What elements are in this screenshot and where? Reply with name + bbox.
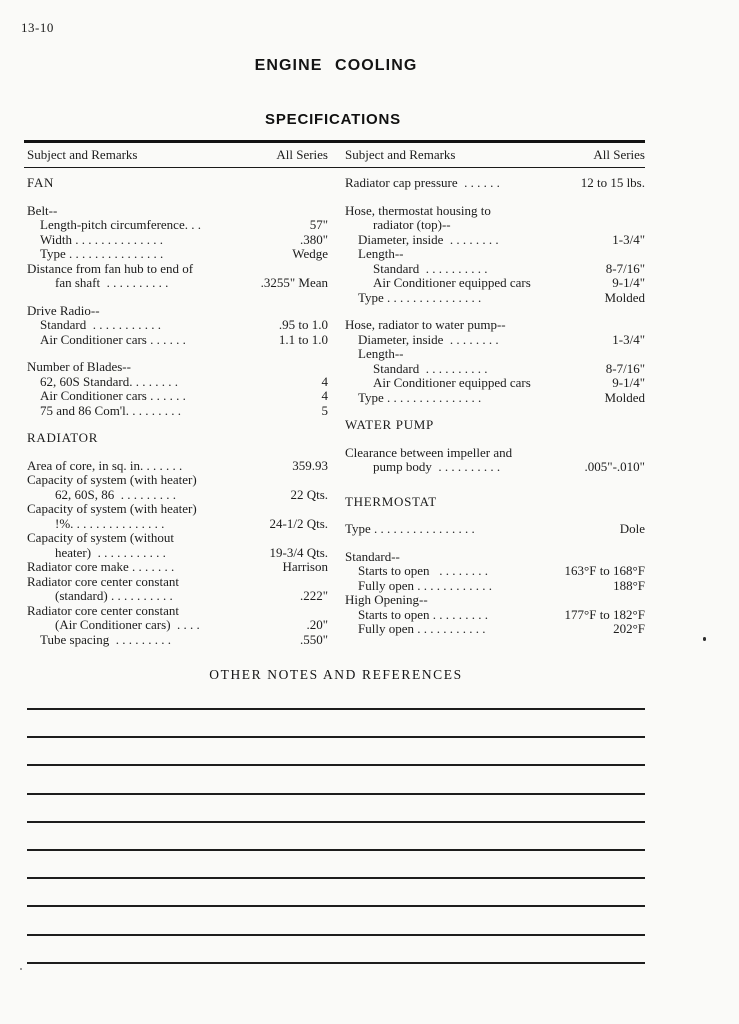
column-gap — [27, 191, 328, 204]
spec-value: 202°F — [613, 621, 645, 636]
spec-value: 1-3/4" — [612, 231, 645, 247]
spec-row — [345, 593, 645, 608]
spec-row — [345, 550, 645, 565]
spec-row — [27, 546, 328, 561]
spec-row — [345, 291, 645, 306]
ruled-line — [27, 905, 645, 907]
spec-label: Radiator core make . . . . . . . — [27, 559, 175, 574]
spec-label: Air Conditioner equipped cars — [373, 275, 531, 290]
column-header-subject-right: Subject and Remarks — [345, 147, 456, 162]
ruled-line — [27, 821, 645, 823]
spec-label: Radiator core center constant — [27, 602, 179, 618]
spec-value: 163°F to 168°F — [564, 563, 645, 578]
spec-row — [345, 362, 645, 377]
spec-value: 19-3/4 Qts. — [269, 544, 328, 560]
spec-label: Length-- — [358, 246, 404, 261]
spec-row — [345, 446, 645, 461]
spec-label: radiator (top)-- — [373, 217, 451, 232]
column-gap — [27, 291, 328, 304]
spec-value: .222" — [299, 588, 328, 603]
spec-label: Fully open . . . . . . . . . . . — [358, 621, 486, 636]
spec-row — [345, 564, 645, 579]
spec-label: Air Conditioner cars . . . . . . — [40, 388, 186, 403]
spec-value: Dole — [619, 521, 645, 536]
spec-value: .380" — [299, 231, 328, 247]
ruled-line — [27, 877, 645, 879]
spec-row — [345, 233, 645, 248]
spec-value: 177°F to 182°F — [564, 606, 645, 622]
column-gap — [345, 191, 645, 204]
spec-label: Air Conditioner cars . . . . . . — [40, 331, 186, 347]
spec-row — [345, 418, 645, 433]
spec-label: Type . . . . . . . . . . . . . . . — [358, 289, 482, 305]
spec-row — [27, 560, 328, 575]
section-heading: RADIATOR — [27, 430, 99, 445]
spec-row — [27, 333, 328, 348]
spec-label: Standard . . . . . . . . . . — [373, 360, 488, 376]
spec-value: 5 — [321, 402, 328, 418]
table-header-rule — [24, 167, 645, 168]
spec-row — [345, 608, 645, 623]
spec-label: (standard) . . . . . . . . . . — [55, 588, 173, 603]
spec-value: 1-3/4" — [612, 331, 645, 347]
spec-column-left — [27, 176, 328, 647]
spec-row — [345, 460, 645, 475]
spec-row — [345, 579, 645, 594]
spec-value: Wedge — [292, 246, 328, 261]
spec-value: 9-1/4" — [612, 275, 645, 290]
spec-row — [27, 176, 328, 191]
spec-value: 4 — [321, 373, 328, 389]
spec-label: fan shaft . . . . . . . . . . — [55, 275, 169, 290]
spec-row — [345, 176, 645, 191]
ruled-line — [27, 793, 645, 795]
specifications-heading: SPECIFICATIONS — [265, 111, 401, 128]
spec-row — [27, 517, 328, 532]
notes-heading: OTHER NOTES AND REFERENCES — [209, 667, 463, 682]
spec-label: Standard . . . . . . . . . . — [373, 260, 488, 276]
spec-label: Capacity of system (with heater) — [27, 472, 197, 487]
column-header-series-right: All Series — [593, 147, 645, 162]
spec-row — [345, 276, 645, 291]
ruled-line — [27, 849, 645, 851]
spec-value: 4 — [321, 388, 328, 403]
spec-label: Capacity of system (with heater) — [27, 501, 197, 516]
spec-row — [27, 589, 328, 604]
section-heading: FAN — [27, 175, 55, 190]
spec-row — [345, 247, 645, 262]
spec-row — [27, 502, 328, 517]
spec-label: !%. . . . . . . . . . . . . . . — [55, 515, 165, 531]
spec-row — [27, 575, 328, 590]
spec-row — [27, 389, 328, 404]
spec-row — [27, 404, 328, 419]
spec-value: .20" — [306, 617, 328, 632]
spec-label: Standard . . . . . . . . . . . — [40, 317, 161, 332]
spec-label: Type . . . . . . . . . . . . . . . — [40, 246, 164, 261]
spec-value: .005"-.010" — [584, 459, 645, 474]
spec-value: 57" — [309, 217, 328, 232]
spec-row — [27, 318, 328, 333]
spec-row — [27, 488, 328, 503]
spec-label: Diameter, inside . . . . . . . . — [358, 331, 499, 347]
spec-row — [27, 473, 328, 488]
ruled-line — [27, 962, 645, 964]
spec-column-right — [345, 176, 645, 637]
spec-value: 188°F — [613, 577, 645, 593]
spec-label: Hose, radiator to water pump-- — [345, 317, 506, 332]
spec-row — [27, 531, 328, 546]
spec-label: Length-pitch circumference. . . — [40, 217, 201, 232]
spec-row — [345, 522, 645, 537]
spec-label: 62, 60S Standard. . . . . . . . — [40, 373, 178, 389]
spec-row — [345, 318, 645, 333]
spec-row — [345, 333, 645, 348]
spec-value: 1.1 to 1.0 — [278, 331, 328, 347]
spec-row — [27, 218, 328, 233]
spec-row — [27, 276, 328, 291]
spec-label: Type . . . . . . . . . . . . . . . — [358, 389, 482, 405]
column-header-series-left: All Series — [276, 147, 328, 162]
spec-row — [345, 495, 645, 510]
column-gap — [345, 433, 645, 446]
spec-row — [345, 347, 645, 362]
section-heading: WATER PUMP — [345, 417, 434, 432]
spec-row — [27, 233, 328, 248]
spec-row — [27, 204, 328, 219]
spec-value: Harrison — [282, 559, 328, 574]
scan-speck — [703, 637, 706, 641]
spec-row — [345, 622, 645, 637]
scan-speck — [20, 968, 22, 970]
page-title: ENGINE COOLING — [254, 57, 418, 74]
spec-label: Belt-- — [27, 202, 58, 218]
spec-label: Radiator core center constant — [27, 573, 179, 589]
spec-row — [27, 633, 328, 648]
notes-ruled-lines — [27, 708, 645, 990]
spec-row — [345, 262, 645, 277]
spec-value: 9-1/4" — [612, 375, 645, 390]
spec-value: .550" — [299, 631, 328, 647]
spec-value: 22 Qts. — [290, 486, 328, 502]
spec-row — [345, 391, 645, 406]
ruled-line — [27, 934, 645, 936]
ruled-line — [27, 764, 645, 766]
spec-label: Number of Blades-- — [27, 359, 131, 374]
column-header-subject-left: Subject and Remarks — [27, 147, 138, 162]
spec-label: Standard-- — [345, 548, 400, 564]
spec-label: Tube spacing . . . . . . . . . — [40, 631, 171, 647]
spec-label: Air Conditioner equipped cars — [373, 375, 531, 390]
spec-label: Starts to open . . . . . . . . . — [358, 606, 488, 622]
spec-row — [345, 376, 645, 391]
spec-label: 75 and 86 Com'l. . . . . . . . . — [40, 402, 182, 418]
table-top-rule — [24, 140, 645, 143]
spec-row — [27, 304, 328, 319]
spec-row — [27, 618, 328, 633]
spec-value: Molded — [604, 389, 645, 405]
spec-row — [27, 431, 328, 446]
spec-row — [27, 247, 328, 262]
spec-label: Starts to open . . . . . . . . — [358, 563, 488, 578]
spec-label: pump body . . . . . . . . . . — [373, 459, 501, 474]
spec-row — [27, 360, 328, 375]
column-gap — [345, 475, 645, 495]
spec-value: 8-7/16" — [605, 360, 645, 376]
spec-row — [345, 218, 645, 233]
column-gap — [345, 537, 645, 550]
spec-value: 24-1/2 Qts. — [269, 515, 328, 531]
section-heading: THERMOSTAT — [345, 493, 437, 509]
spec-value: 359.93 — [292, 457, 328, 473]
spec-label: Radiator cap pressure . . . . . . — [345, 175, 500, 190]
ruled-line — [27, 708, 645, 710]
spec-value: .95 to 1.0 — [278, 317, 328, 332]
spec-value: 8-7/16" — [605, 260, 645, 276]
spec-row — [27, 262, 328, 277]
spec-label: Type . . . . . . . . . . . . . . . . — [345, 521, 475, 536]
spec-label: Diameter, inside . . . . . . . . — [358, 231, 499, 247]
spec-value: .3255" Mean — [260, 275, 328, 290]
spec-row — [27, 604, 328, 619]
spec-label: Fully open . . . . . . . . . . . . — [358, 577, 492, 593]
spec-label: Hose, thermostat housing to — [345, 202, 491, 218]
spec-label: Width . . . . . . . . . . . . . . — [40, 231, 163, 247]
column-gap — [27, 446, 328, 459]
spec-label: Clearance between impeller and — [345, 444, 513, 460]
spec-label: (Air Conditioner cars) . . . . — [55, 617, 200, 632]
spec-row — [27, 459, 328, 474]
spec-label: Distance from fan hub to end of — [27, 260, 194, 276]
spec-label: High Opening-- — [345, 592, 428, 607]
page-number: 13-10 — [21, 20, 54, 35]
spec-label: 62, 60S, 86 . . . . . . . . . — [55, 486, 176, 502]
spec-row — [345, 204, 645, 219]
spec-label: Length-- — [358, 346, 404, 361]
spec-label: Capacity of system (without — [27, 530, 174, 545]
spec-label: heater) . . . . . . . . . . . — [55, 544, 166, 560]
spec-value: Molded — [604, 289, 645, 305]
ruled-line — [27, 736, 645, 738]
spec-label: Drive Radio-- — [27, 302, 100, 318]
spec-row — [27, 375, 328, 390]
spec-label: Area of core, in sq. in. . . . . . . — [27, 457, 183, 473]
spec-value: 12 to 15 lbs. — [580, 175, 645, 190]
